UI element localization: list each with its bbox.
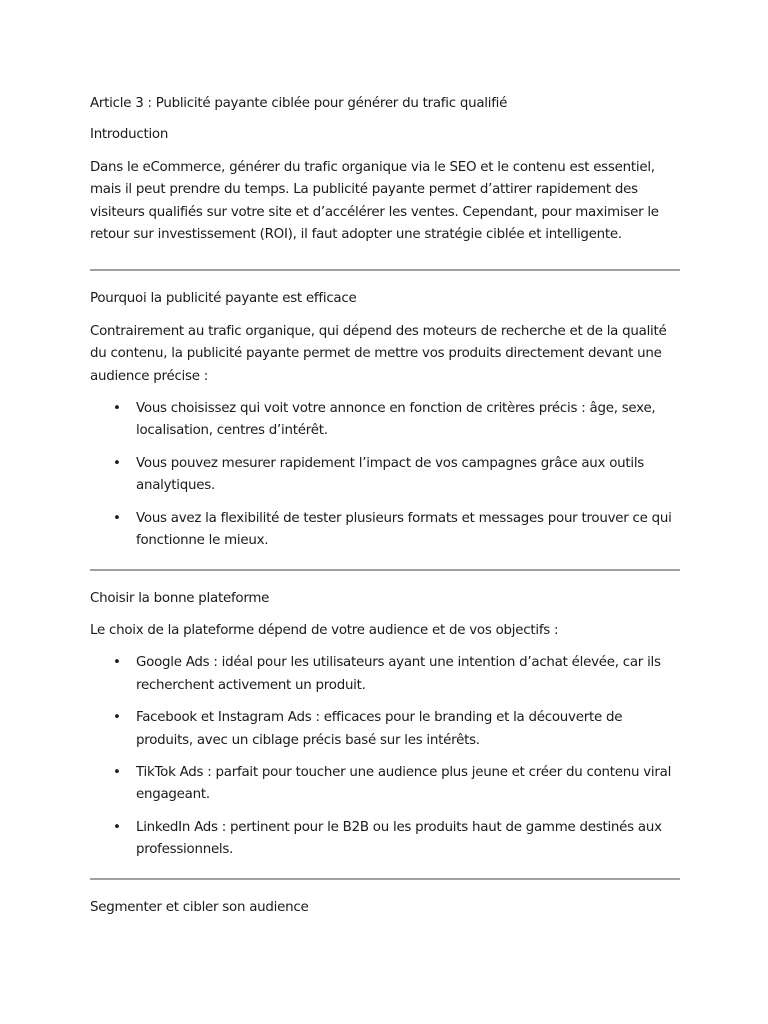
bullet-icon: • (113, 710, 121, 726)
article-title: Article 3 : Publicité payante ciblée pour générer du trafic qualifié (90, 96, 508, 111)
section2-heading: Choisir la bonne plateforme (90, 590, 270, 606)
list-item-text: TikTok Ads : parfait pour toucher une audience plus jeune et créer du contenu viral engageant. (136, 764, 672, 803)
section1-heading: Pourquoi la publicité payante est efficace (90, 291, 357, 307)
section-divider (90, 269, 680, 271)
section-divider (90, 569, 680, 571)
document-body (90, 93, 680, 929)
section3-heading: Segmenter et cibler son audience (90, 899, 309, 915)
section1-paragraph: Contrairement au trafic organique, qui dépend des moteurs de recherche et de la qualité du contenu, la publicité payante permet de mettre vos produits directement devant une audience précise : (90, 323, 667, 384)
list-item (90, 453, 680, 498)
list-item-text: Vous avez la flexibilité de tester plusieurs formats et messages pour trouver ce qui fonctionne le mieux. (136, 510, 672, 549)
section2-paragraph: Le choix de la plateforme dépend de votre audience et de vos objectifs : (90, 622, 559, 638)
list-item (90, 762, 680, 807)
bullet-icon: • (113, 764, 121, 780)
list-item-text: Facebook et Instagram Ads : efficaces pour le branding et la découverte de produits, avec un ciblage précis basé sur les intérêts. (136, 710, 623, 748)
bullet-icon: • (113, 819, 121, 835)
list-item (90, 508, 680, 553)
bullet-icon: • (113, 401, 121, 417)
list-item-text: Vous pouvez mesurer rapidement l’impact de vos campagnes grâce aux outils analytiques. (136, 455, 645, 494)
list-item-text: Google Ads : idéal pour les utilisateurs ayant une intention d’achat élevée, car ils recherchent activement un produit. (136, 655, 661, 693)
list-item (90, 652, 680, 697)
intro-paragraph: Dans le eCommerce, générer du trafic organique via le SEO et le contenu est essentiel, mais il peut prendre du temps. La publicité payante permet d’attirer rapidement des visiteurs qualifiés sur votre site et d’accélérer les ventes. Cependant, pour maximiser le retour sur investissement (ROI), il faut adopter une stratégie ciblée et intelligente. (90, 159, 659, 243)
section-divider (90, 878, 680, 880)
bullet-icon: • (113, 455, 121, 471)
list-item (90, 707, 680, 752)
bullet-icon: • (113, 655, 121, 671)
list-item (90, 817, 680, 862)
list-item (90, 398, 680, 443)
section1-bullet-list (90, 398, 680, 552)
bullet-icon: • (113, 510, 121, 526)
section2-bullet-list (90, 652, 680, 861)
list-item-text: LinkedIn Ads : pertinent pour le B2B ou les produits haut de gamme destinés aux professionnels. (136, 819, 662, 858)
intro-heading: Introduction (90, 127, 169, 143)
list-item-text: Vous choisissez qui voit votre annonce en fonction de critères précis : âge, sexe, localisation, centres d’intérêt. (136, 401, 656, 439)
